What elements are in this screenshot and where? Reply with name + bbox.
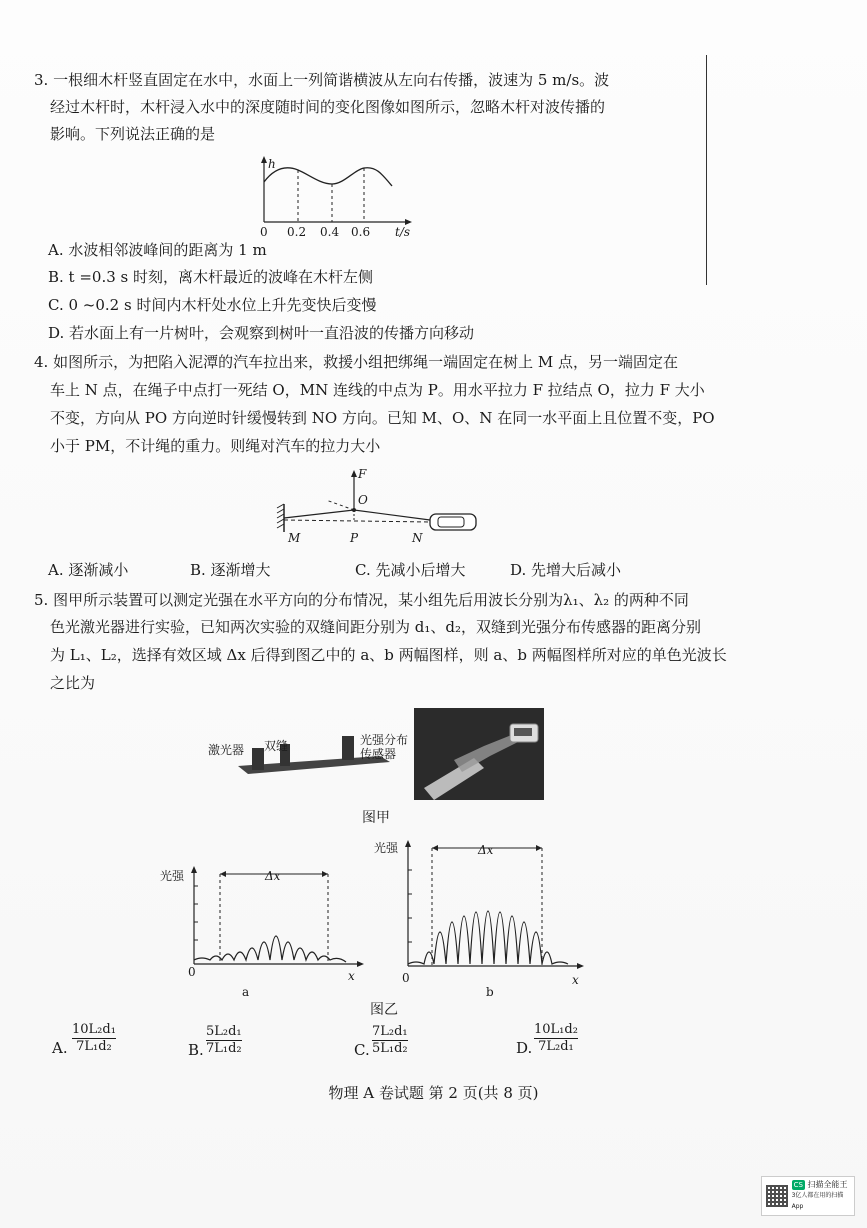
q4-label-M: M: [288, 531, 301, 545]
q5-text-line4: 之比为: [50, 674, 96, 692]
q5-option-b-letter: B.: [188, 1041, 204, 1059]
q5-label-laser: 激光器: [208, 743, 245, 757]
q5-pattern-b-origin: 0: [402, 971, 410, 985]
q5-pattern-a-caption: a: [242, 985, 250, 999]
q4-option-d: D. 先增大后减小: [510, 561, 622, 579]
q3-text-line2: 经过木杆时，木杆浸入水中的深度随时间的变化图像如图所示，忽略木杆对波传播的: [50, 98, 606, 116]
q5-option-d-fraction: [534, 1022, 578, 1055]
q5-option-b-fraction: [206, 1024, 242, 1057]
q3-graph-ylabel: h: [268, 157, 276, 171]
q4-text-line4: 小于 PM，不计绳的重力。则绳对汽车的拉力大小: [50, 437, 381, 455]
q5-option-a-denominator: 7L₁d₂: [76, 1039, 112, 1054]
q3-text-line3: 影响。下列说法正确的是: [50, 125, 216, 143]
q5-pattern-b-dx: Δx: [478, 843, 494, 857]
q5-option-c-letter: C.: [354, 1041, 370, 1059]
q3-graph-tick-3: 0.6: [351, 225, 371, 239]
q5-pattern-b-ylabel: 光强: [374, 841, 399, 855]
q3-option-a: A. 水波相邻波峰间的距离为 1 m: [48, 241, 267, 259]
q3-graph-tick-2: 0.4: [320, 225, 340, 239]
q4-text-line1: 4. 如图所示，为把陷入泥潭的汽车拉出来，救援小组把绑绳一端固定在树上 M 点，另一端固定在: [34, 353, 678, 371]
q5-option-a-fraction: [72, 1022, 116, 1055]
q3-option-b: B. t =0.3 s 时刻，离木杆最近的波峰在木杆左侧: [48, 268, 374, 286]
q5-option-a-numerator: 10L₂d₁: [72, 1022, 116, 1037]
margin-rule: [706, 55, 707, 285]
q5-label-sensor-2: 传感器: [360, 747, 397, 761]
q5-pattern-a-origin: 0: [188, 965, 196, 979]
q4-label-N: N: [412, 531, 423, 545]
qr-code-icon: [766, 1185, 788, 1207]
q4-label-F: F: [358, 467, 367, 481]
q5-fig-yi-caption: 图乙: [370, 1002, 398, 1018]
q5-fig-jia-caption: 图甲: [362, 810, 390, 826]
q4-text-line3: 不变，方向从 PO 方向逆时针缓慢转到 NO 方向。已知 M、O、N 在同一水平面上且位置不变，PO: [50, 409, 715, 427]
q4-option-a: A. 逐渐减小: [48, 561, 129, 579]
q3-option-d: D. 若水面上有一片树叶，会观察到树叶一直沿波的传播方向移动: [48, 324, 475, 342]
q5-pattern-a-ylabel: 光强: [160, 869, 185, 883]
q5-pattern-a-xlabel: x: [348, 969, 355, 983]
q4-option-c: C. 先减小后增大: [355, 561, 466, 579]
q4-label-P: P: [350, 531, 359, 545]
q5-pattern-b-caption: b: [486, 985, 494, 999]
q5-option-d-denominator: 7L₂d₁: [538, 1039, 574, 1054]
q4-rope-diagram: [272, 462, 512, 547]
q5-option-a-letter: A.: [52, 1039, 68, 1057]
q5-text-line1: 5. 图甲所示装置可以测定光强在水平方向的分布情况，某小组先后用波长分别为λ₁、λ₂ 的两种不同: [34, 591, 689, 609]
q5-label-sensor-1: 光强分布: [360, 733, 409, 747]
q4-text-line2: 车上 N 点，在绳子中点打一死结 O，MN 连线的中点为 P。用水平拉力 F 拉结点 O，拉力 F 大小: [50, 381, 705, 399]
q3-option-c: C. 0 ~0.2 s 时间内木杆处水位上升先变快后变慢: [48, 296, 377, 314]
q5-text-line2: 色光激光器进行实验，已知两次实验的双缝间距分别为 d₁、d₂，双缝到光强分布传感器的距离分别: [50, 618, 702, 636]
q3-graph-tick-0: 0: [260, 225, 268, 239]
q5-option-b-numerator: 5L₂d₁: [206, 1024, 242, 1039]
q5-text-line3: 为 L₁、L₂，选择有效区域 Δx 后得到图乙中的 a、b 两幅图样，则 a、b 两幅图样所对应的单色光波长: [50, 646, 727, 664]
q5-option-c-denominator: 5L₁d₂: [372, 1041, 408, 1056]
q3-text-line1: 3. 一根细木杆竖直固定在水中，水面上一列简谐横波从左向右传播，波速为 5 m/s。波: [34, 71, 610, 89]
q5-option-c-numerator: 7L₂d₁: [372, 1024, 408, 1039]
q5-label-double-slit: 双缝: [264, 739, 289, 753]
q5-option-c-fraction: [372, 1024, 408, 1057]
q5-option-b-denominator: 7L₁d₂: [206, 1041, 242, 1056]
q5-option-d-letter: D.: [516, 1039, 533, 1057]
q5-pattern-b-xlabel: x: [572, 973, 579, 987]
q4-label-O: O: [358, 493, 368, 507]
scanner-logo: CS 扫描全能王 3亿人都在用的扫描App: [791, 1180, 848, 1210]
q3-graph-tick-1: 0.2: [287, 225, 307, 239]
q5-photo-panel: [414, 708, 544, 800]
scanner-watermark: [761, 1176, 855, 1216]
q5-option-d-numerator: 10L₁d₂: [534, 1022, 578, 1037]
q4-option-b: B. 逐渐增大: [190, 561, 271, 579]
q5-pattern-a-dx: Δx: [265, 869, 281, 883]
page-footer: 物理 A 卷试题 第 2 页(共 8 页): [328, 1084, 539, 1102]
q3-graph-xlabel: t/s: [395, 225, 411, 239]
